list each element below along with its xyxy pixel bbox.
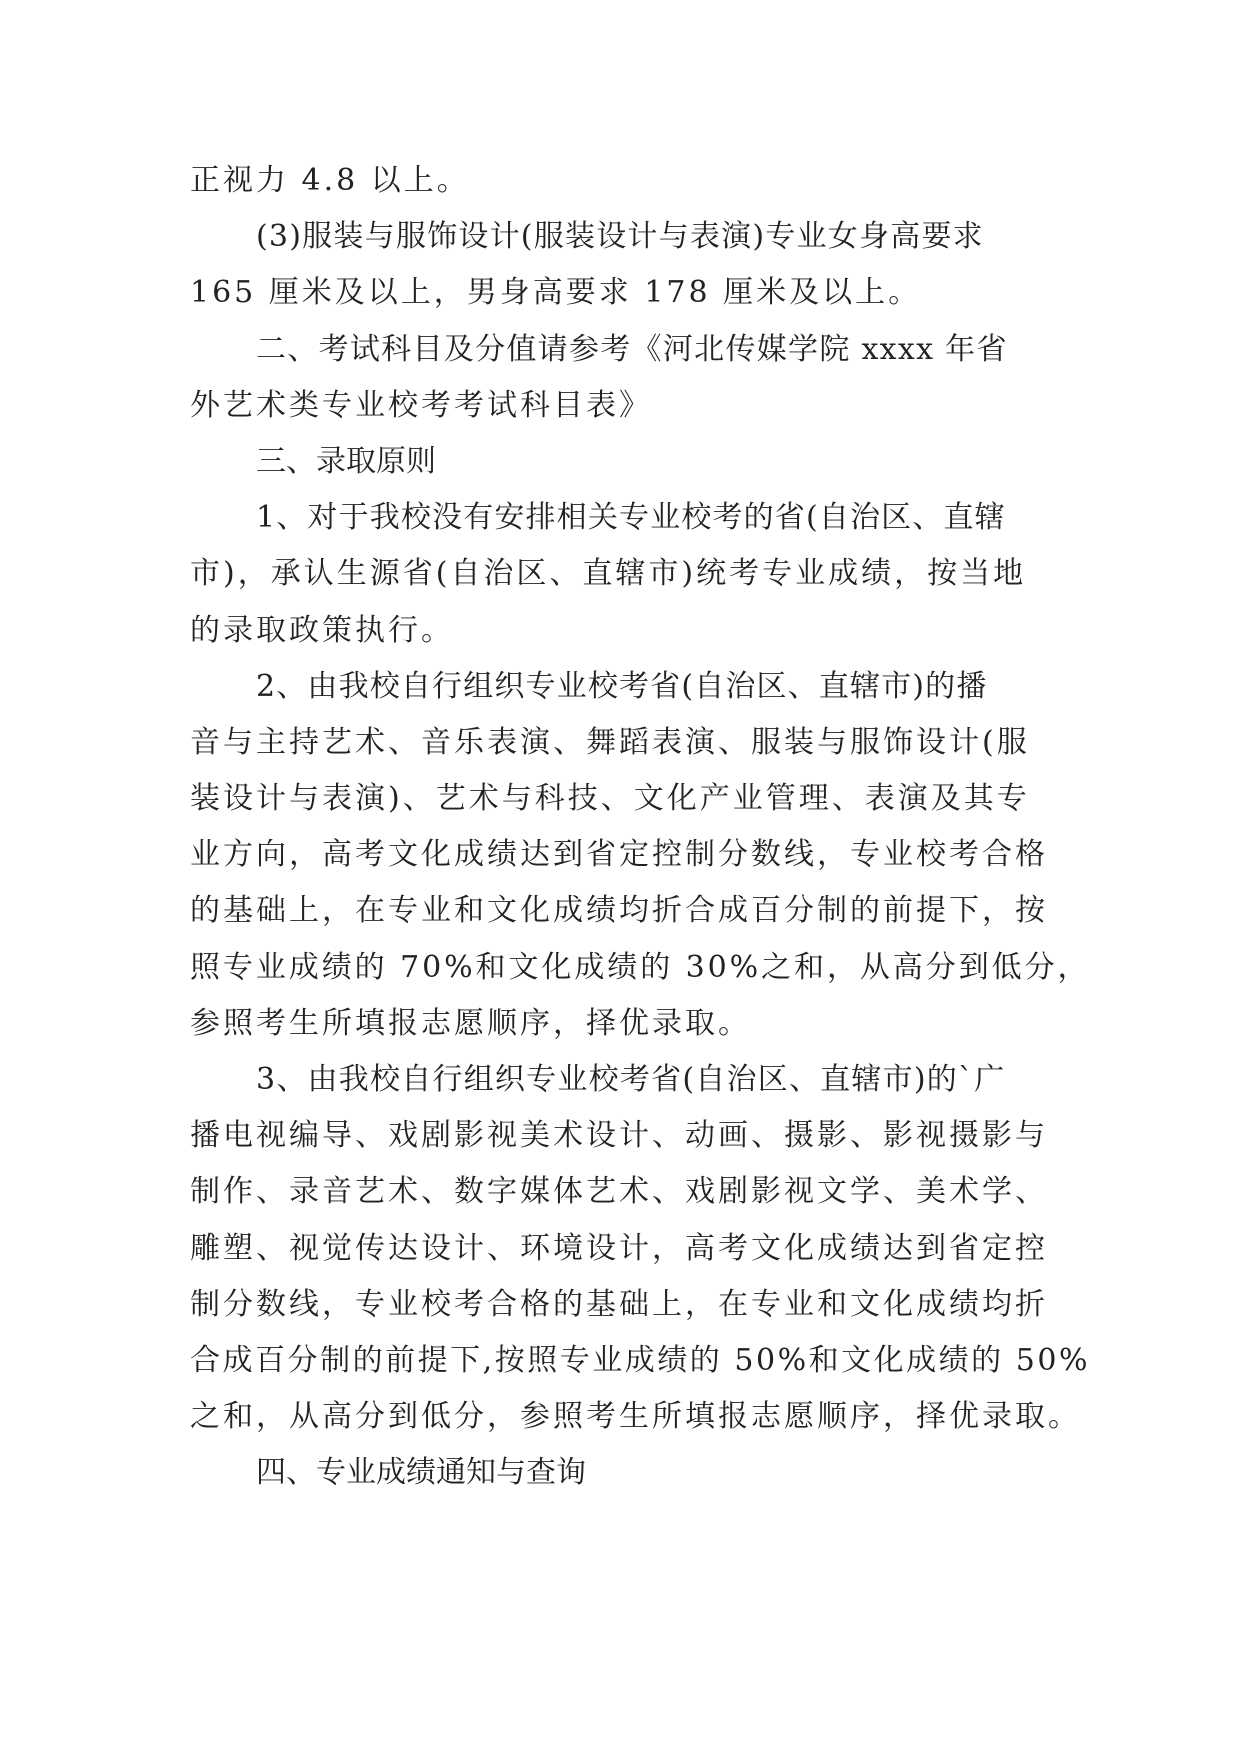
text-line: 之和，从高分到低分，参照考生所填报志愿顺序，择优录取。: [190, 1399, 1081, 1435]
text-line: 的基础上，在专业和文化成绩均折合成百分制的前提下，按: [190, 893, 1048, 929]
text-line: 合成百分制的前提下,按照专业成绩的 50%和文化成绩的 50%: [190, 1342, 1090, 1378]
text-line: 制作、录音艺术、数字媒体艺术、戏剧影视文学、美术学、: [190, 1174, 1048, 1210]
text-line: 外艺术类专业校考考试科目表》: [190, 387, 652, 423]
text-line: 音与主持艺术、音乐表演、舞蹈表演、服装与服饰设计(服: [190, 724, 1030, 760]
text-line: 2、由我校自行组织专业校考省(自治区、直辖市)的播: [256, 668, 988, 704]
text-line: 1、对于我校没有安排相关专业校考的省(自治区、直辖: [256, 500, 1006, 536]
text-line: 市)，承认生源省(自治区、直辖市)统考专业成绩，按当地: [190, 556, 1027, 592]
text-line: 雕塑、视觉传达设计、环境设计，高考文化成绩达到省定控: [190, 1230, 1048, 1266]
text-line: 业方向，高考文化成绩达到省定控制分数线，专业校考合格: [190, 837, 1048, 873]
text-line: 165 厘米及以上，男身高要求 178 厘米及以上。: [190, 275, 922, 311]
text-line: 参照考生所填报志愿顺序，择优录取。: [190, 1005, 751, 1041]
text-line: 播电视编导、戏剧影视美术设计、动画、摄影、影视摄影与: [190, 1118, 1048, 1154]
text-line: 三、录取原则: [256, 443, 436, 479]
text-line: 二、考试科目及分值请参考《河北传媒学院 xxxx 年省: [256, 331, 1008, 367]
text-line: 3、由我校自行组织专业校考省(自治区、直辖市)的`广: [256, 1062, 1006, 1097]
text-line: 四、专业成绩通知与查询: [256, 1455, 586, 1491]
document-body: [190, 153, 1091, 1502]
text-line: 制分数线，专业校考合格的基础上，在专业和文化成绩均折: [190, 1286, 1048, 1322]
text-line: 装设计与表演)、艺术与科技、文化产业管理、表演及其专: [190, 781, 1030, 817]
text-line: 正视力 4.8 以上。: [190, 163, 470, 198]
text-line: 的录取政策执行。: [190, 612, 454, 648]
text-line: 照专业成绩的 70%和文化成绩的 30%之和，从高分到低分，: [190, 949, 1091, 985]
text-line: (3)服装与服饰设计(服装设计与表演)专业女身高要求: [256, 219, 984, 255]
